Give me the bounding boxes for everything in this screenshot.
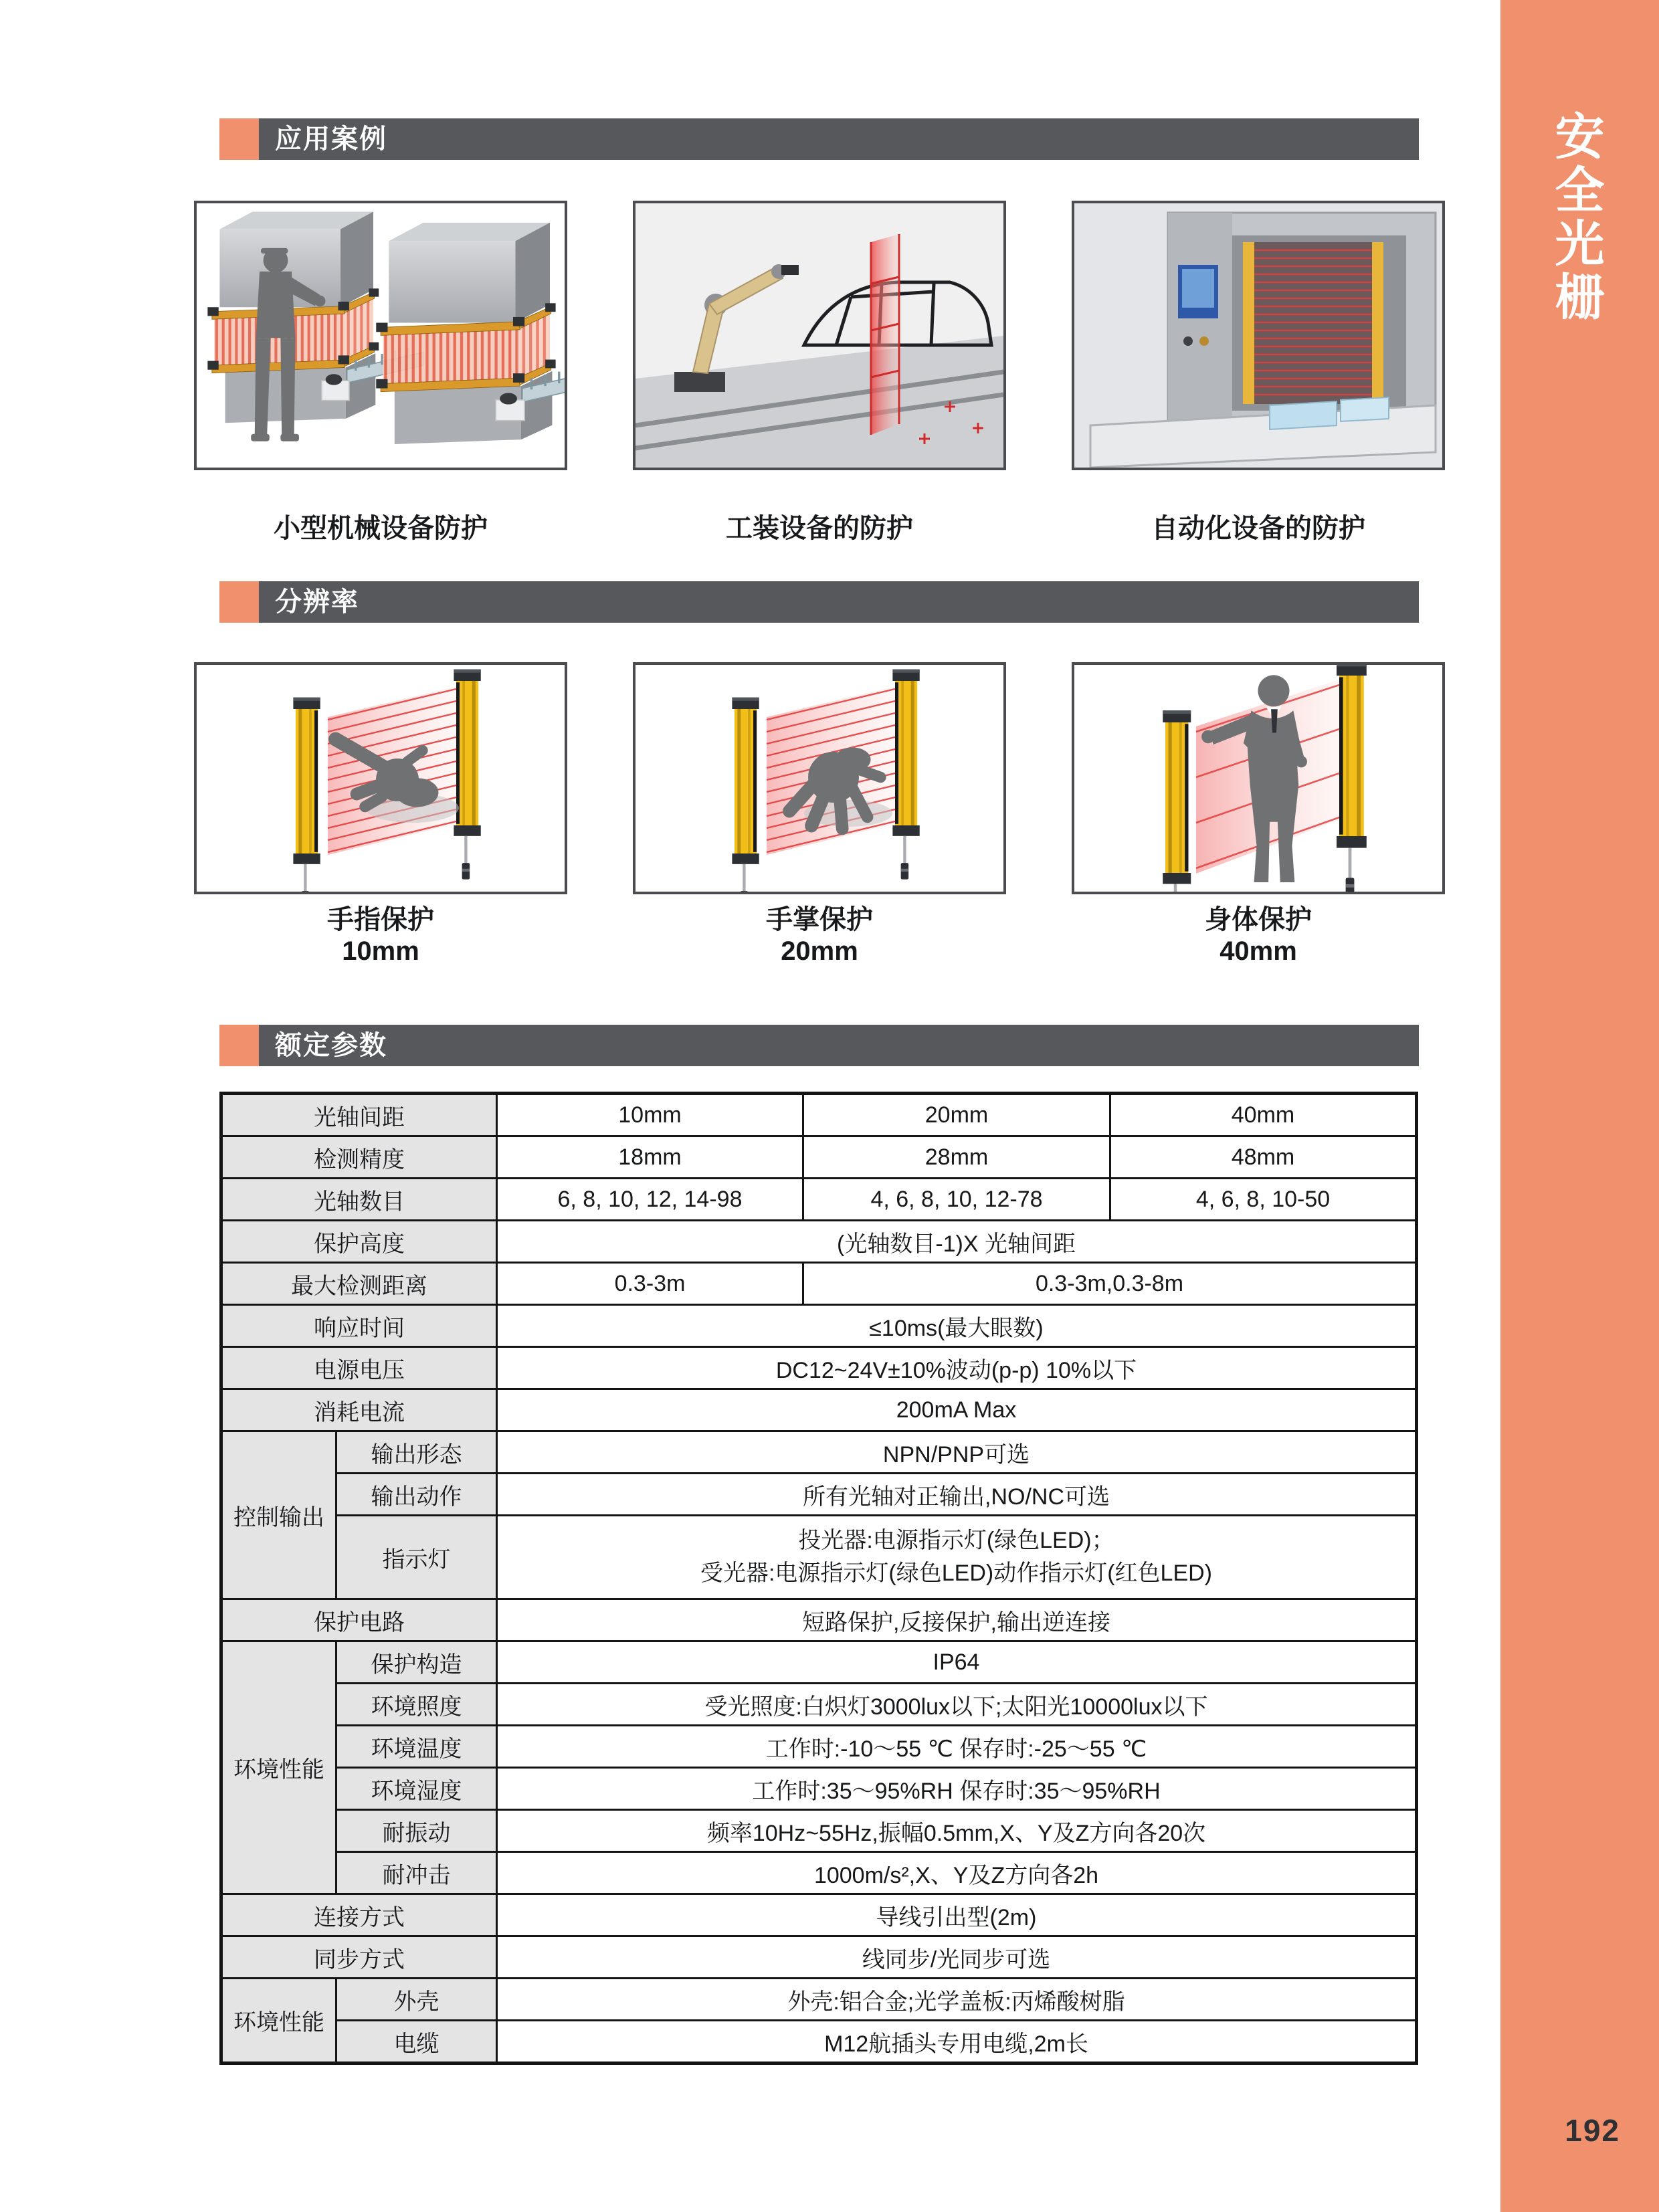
spec-value-cell: 受光照度:白炽灯3000lux以下;太阳光10000lux以下 [497, 1684, 1417, 1726]
spec-table [219, 1092, 1418, 2065]
spec-label-cell: 输出动作 [336, 1474, 497, 1516]
section-ratings-bar [219, 1025, 1419, 1066]
spec-value-cell: 1000m/s²,X、Y及Z方向各2h [497, 1852, 1417, 1894]
table-row [221, 1599, 1417, 1641]
table-row [221, 1936, 1417, 1979]
table-row [221, 1810, 1417, 1852]
spec-label-cell: 耐冲击 [336, 1852, 497, 1894]
spec-value-cell: 4, 6, 8, 10-50 [1110, 1179, 1417, 1221]
spec-label-cell: 环境照度 [336, 1684, 497, 1726]
spec-group-label-cell: 控制输出 [221, 1431, 336, 1599]
application-image-1 [194, 201, 567, 470]
spec-value-cell: 线同步/光同步可选 [497, 1936, 1417, 1979]
spec-value-cell: 200mA Max [497, 1389, 1417, 1431]
table-row [221, 1305, 1417, 1347]
accent-block [219, 581, 259, 623]
spec-label-cell: 电缆 [336, 2021, 497, 2064]
spec-label-cell: 耐振动 [336, 1810, 497, 1852]
side-title-char: 栅 [1555, 270, 1605, 325]
spec-value-cell: NPN/PNP可选 [497, 1431, 1417, 1474]
section-resolution-bar [219, 581, 1419, 623]
spec-group-label-cell: 环境性能 [221, 1641, 336, 1894]
table-row [221, 1684, 1417, 1726]
resolution-image-palm [633, 662, 1006, 894]
application-caption-2: 工装设备的防护 [726, 514, 913, 543]
resolution-caption-body [1072, 904, 1445, 967]
spec-label-cell: 连接方式 [221, 1894, 497, 1936]
side-title-char: 安 [1555, 109, 1605, 165]
table-row [221, 1894, 1417, 1936]
spec-group-label-cell: 环境性能 [221, 1979, 336, 2064]
spec-value-cell: 6, 8, 10, 12, 14-98 [497, 1179, 803, 1221]
light-curtain-plane [871, 234, 899, 435]
section-title: 分辨率 [259, 581, 1419, 623]
table-row [221, 1221, 1417, 1263]
spec-value-cell: 20mm [803, 1094, 1110, 1136]
spec-value-cell [497, 1516, 1417, 1599]
table-row [221, 1347, 1417, 1389]
spec-value-cell: ≤10ms(最大眼数) [497, 1305, 1417, 1347]
automation-equipment-illustration [1074, 203, 1442, 468]
indicator-line-1: 投光器:电源指示灯(绿色LED)； [798, 1527, 1114, 1553]
spec-value-cell: 4, 6, 8, 10, 12-78 [803, 1179, 1110, 1221]
spec-value-cell: 工作时:35～95%RH 保存时:35～95%RH [497, 1768, 1417, 1810]
spec-label-cell: 响应时间 [221, 1305, 497, 1347]
spec-value-cell: 短路保护,反接保护,输出逆连接 [497, 1599, 1417, 1641]
table-row [221, 1768, 1417, 1810]
spec-value-cell: DC12~24V±10%波动(p-p) 10%以下 [497, 1347, 1417, 1389]
section-title: 额定参数 [259, 1025, 1419, 1066]
spec-value-cell: 40mm [1110, 1094, 1417, 1136]
spec-label-cell: 检测精度 [221, 1136, 497, 1179]
spec-label-cell: 电源电压 [221, 1347, 497, 1389]
resolution-value: 40mm [1219, 936, 1297, 966]
table-row [221, 1979, 1417, 2021]
table-row [221, 1136, 1417, 1179]
resolution-name: 身体保护 [1205, 905, 1312, 934]
application-caption-3: 自动化设备的防护 [1151, 514, 1365, 543]
spec-label-cell: 最大检测距离 [221, 1263, 497, 1305]
application-image-2 [633, 201, 1006, 470]
table-row [221, 1641, 1417, 1684]
accent-block [219, 118, 259, 160]
small-machinery-illustration [197, 203, 565, 468]
table-row [221, 1852, 1417, 1894]
table-row [221, 1179, 1417, 1221]
spec-value-cell: 频率10Hz~55Hz,振幅0.5mm,X、Y及Z方向各20次 [497, 1810, 1417, 1852]
spec-label-cell: 指示灯 [336, 1516, 497, 1599]
body-protection-illustration [1074, 665, 1442, 892]
tooling-equipment-illustration [636, 203, 1003, 468]
resolution-name: 手指保护 [327, 905, 434, 934]
spec-label-cell: 同步方式 [221, 1936, 497, 1979]
page-number: 192 [1565, 2113, 1620, 2148]
side-title [1500, 109, 1659, 325]
spec-label-cell: 光轴间距 [221, 1094, 497, 1136]
spec-value-cell: 0.3-3m [497, 1263, 803, 1305]
spec-value-cell: 10mm [497, 1094, 803, 1136]
spec-label-cell: 环境湿度 [336, 1768, 497, 1810]
spec-value-cell: 48mm [1110, 1136, 1417, 1179]
finger-protection-illustration [197, 665, 565, 892]
table-row [221, 1263, 1417, 1305]
spec-value-cell: 导线引出型(2m) [497, 1894, 1417, 1936]
resolution-value: 20mm [781, 936, 858, 966]
spec-label-cell: 环境温度 [336, 1726, 497, 1768]
resolution-name: 手掌保护 [766, 905, 873, 934]
spec-value-cell: 外壳:铝合金;光学盖板:丙烯酸树脂 [497, 1979, 1417, 2021]
application-image-3 [1072, 201, 1445, 470]
application-caption-1: 小型机械设备防护 [274, 514, 488, 543]
table-row [221, 1474, 1417, 1516]
spec-label-cell: 输出形态 [336, 1431, 497, 1474]
resolution-caption-finger [194, 904, 567, 967]
spec-value-cell: 28mm [803, 1136, 1110, 1179]
resolution-image-body [1072, 662, 1445, 894]
spec-label-cell: 外壳 [336, 1979, 497, 2021]
spec-label-cell: 保护高度 [221, 1221, 497, 1263]
resolution-value: 10mm [342, 936, 419, 966]
table-row [221, 1094, 1417, 1136]
spec-value-cell: IP64 [497, 1641, 1417, 1684]
palm-protection-illustration [636, 665, 1003, 892]
side-band [1500, 0, 1659, 2212]
spec-label-cell: 保护构造 [336, 1641, 497, 1684]
table-row [221, 1389, 1417, 1431]
table-row [221, 1516, 1417, 1599]
indicator-line-2: 受光器:电源指示灯(绿色LED)动作指示灯(红色LED) [700, 1561, 1212, 1586]
spec-value-cell: 18mm [497, 1136, 803, 1179]
spec-label-cell: 保护电路 [221, 1599, 497, 1641]
spec-value-cell: 工作时:-10～55 ℃ 保存时:-25～55 ℃ [497, 1726, 1417, 1768]
spec-value-cell: M12航插头专用电缆,2m长 [497, 2021, 1417, 2064]
spec-value-cell: 所有光轴对正输出,NO/NC可选 [497, 1474, 1417, 1516]
section-applications-bar [219, 118, 1419, 160]
side-title-char: 全 [1555, 163, 1605, 218]
accent-block [219, 1025, 259, 1066]
section-title: 应用案例 [259, 118, 1419, 160]
table-row [221, 1431, 1417, 1474]
spec-label-cell: 消耗电流 [221, 1389, 497, 1431]
side-title-char: 光 [1555, 216, 1605, 272]
resolution-caption-palm [633, 904, 1006, 967]
table-row [221, 1726, 1417, 1768]
resolution-image-finger [194, 662, 567, 894]
spec-value-cell: (光轴数目-1)X 光轴间距 [497, 1221, 1417, 1263]
spec-value-cell: 0.3-3m,0.3-8m [803, 1263, 1417, 1305]
table-row [221, 2021, 1417, 2064]
spec-label-cell: 光轴数目 [221, 1179, 497, 1221]
